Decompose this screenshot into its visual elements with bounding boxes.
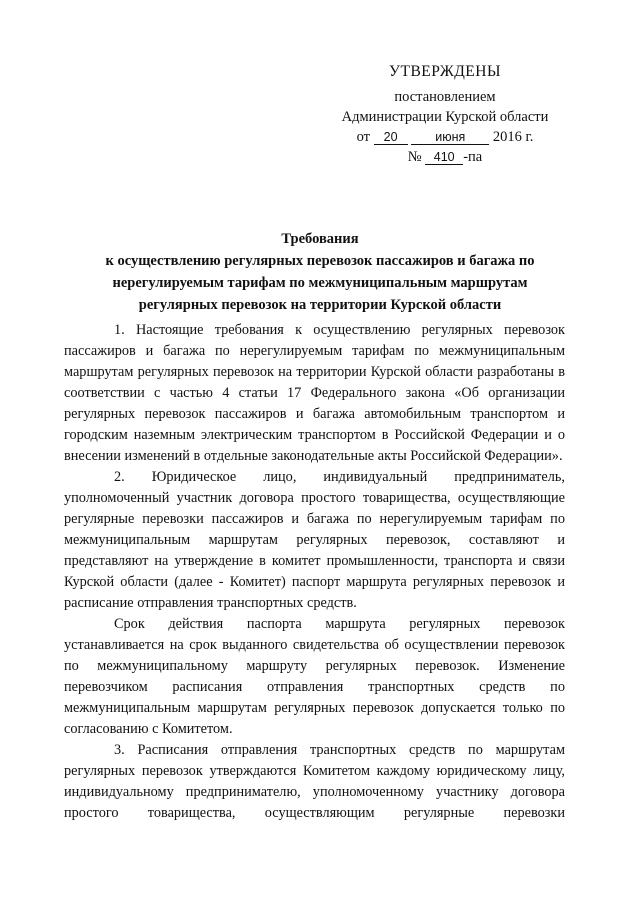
paragraph-3: 3. Расписания отправления транспортных средств по маршрутам регулярных перевозок утверждаются Комитетом каждому юридическому лицу, индивидуальному предпринимателю, уполномоченному участнику договора простого товарищества, осуществляющим регулярные перевозки: [64, 742, 565, 821]
document-heading: [64, 228, 576, 316]
approval-number-prefix: №: [407, 149, 422, 165]
approval-number-suffix: -па: [463, 149, 483, 165]
approval-stamp: [300, 62, 590, 167]
heading-line-4: регулярных перевозок на территории Курской области: [138, 297, 502, 313]
approval-year: 2016 г.: [492, 129, 534, 145]
paragraph-2-continued: Срок действия паспорта маршрута регулярных перевозок устанавливается на срок выданного свидетельства об осуществлении перевозок по межмуниципальному маршруту регулярных перевозок. Изменение перевозчиком расписания отправления транспортных средств по межмуниципальным маршрутам регулярных перевозок допускается только по согласованию с Комитетом.: [64, 616, 565, 737]
approval-month: июня: [411, 130, 489, 145]
approval-date: [300, 127, 590, 147]
approval-line-resolution: постановлением: [394, 89, 496, 105]
approval-date-prefix: от: [356, 129, 370, 145]
paragraph-2: 2. Юридическое лицо, индивидуальный предприниматель, уполномоченный участник договора простого товарищества, осуществляющие регулярные перевозки пассажиров и багажа по нерегулируемым тарифам по межмуниципальным маршрутам регулярных перевозок, составляют и представляют на утверждение в комитет промышленности, транспорта и связи Курской области (далее - Комитет) паспорт маршрута регулярных перевозок и расписание отправления транспортных средств.: [64, 469, 565, 611]
heading-title: Требования: [281, 231, 359, 247]
approval-title: УТВЕРЖДЕНЫ: [389, 63, 501, 80]
paragraph-1: 1. Настоящие требования к осуществлению регулярных перевозок пассажиров и багажа по нерегулируемым тарифам по межмуниципальным маршрутам регулярных перевозок на территории Курской области разработаны в соответствии с частью 4 статьи 17 Федерального закона «Об организации регулярных перевозок пассажиров и багажа автомобильным транспортом и городским наземным электрическим транспортом в Российской Федерации и о внесении изменений в отдельные законодательные акты Российской Федерации».: [64, 322, 565, 464]
heading-line-3: нерегулируемым тарифам по межмуниципальным маршрутам: [112, 275, 528, 291]
heading-line-2: к осуществлению регулярных перевозок пассажиров и багажа по: [105, 253, 535, 269]
approval-line-administration: Администрации Курской области: [341, 109, 549, 125]
document-body: [64, 320, 565, 824]
approval-number: [300, 147, 590, 167]
approval-day: 20: [374, 130, 408, 145]
approval-number-value: 410: [425, 150, 463, 165]
